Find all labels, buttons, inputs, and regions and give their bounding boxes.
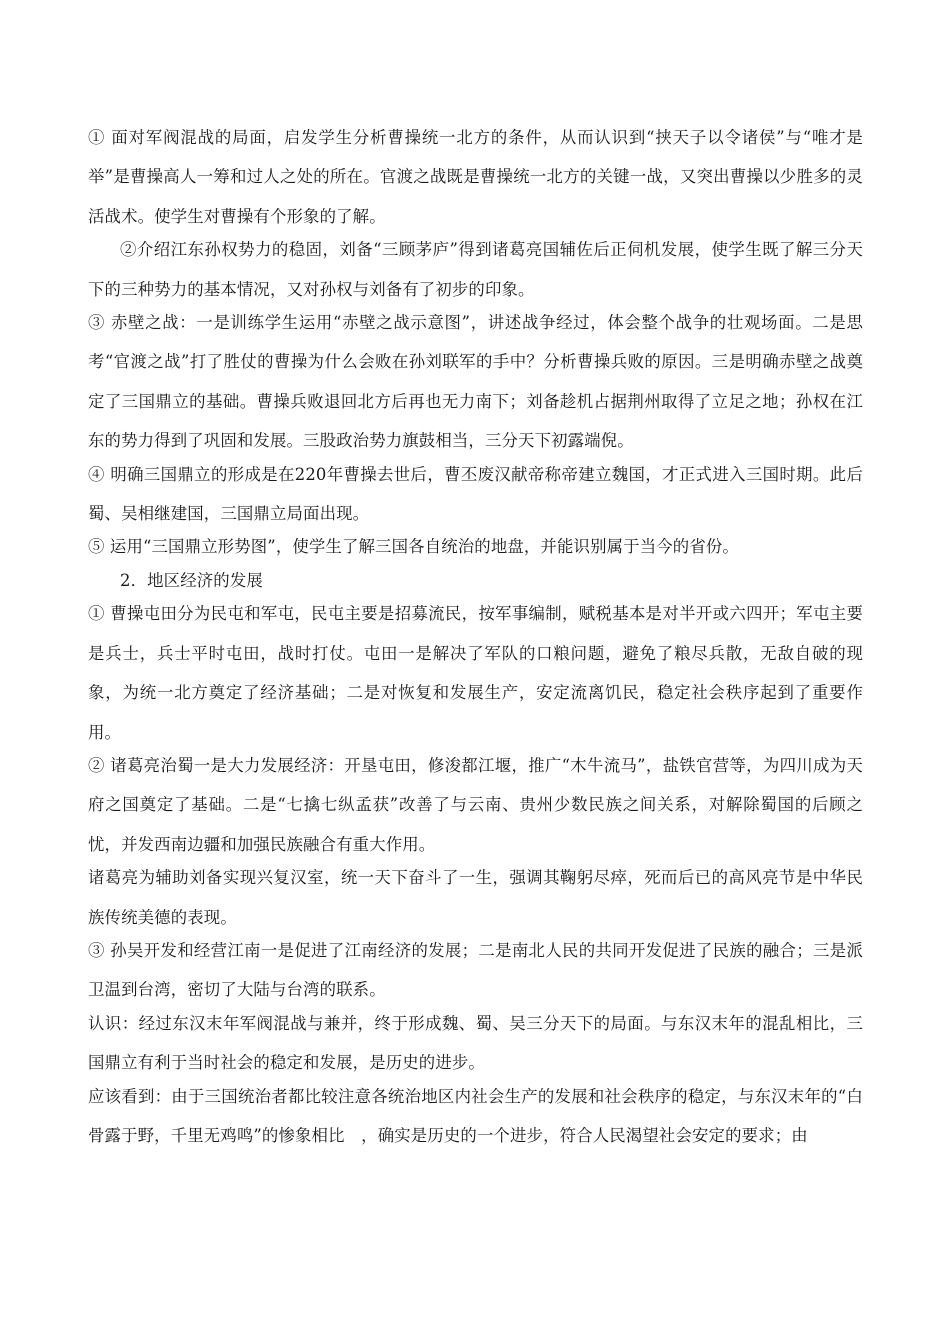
paragraph-cao-cao-tuntian: ① 曹操屯田分为民屯和军屯，民屯主要是招募流民，按军事编制，赋税基本是对半开或六四开；军屯主要是兵士，兵士平时屯田，战时打仗。屯田一是解决了军队的口粮问题，避免了粮尽兵散，无敌自破的现象，为统一北方奠定了经济基础；二是对恢复和发展生产，安定流离饥民，稳定社会秩序起到了重要作用。 bbox=[88, 604, 863, 742]
paragraph-zhuge-liang-virtue: 诸葛亮为辅助刘备实现兴复汉室，统一天下奋斗了一生，强调其鞠躬尽瘁，死而后已的高风亮节是中华民族传统美德的表现。 bbox=[88, 868, 863, 927]
paragraph-battle-of-red-cliffs: ③ 赤壁之战：一是训练学生运用“赤壁之战示意图”，讲述战争经过，体会整个战争的壮观场面。二是思考“官渡之战”打了胜仗的曹操为什么会败在孙刘联军的手中？分析曹操兵败的原因。三是明确赤壁之战奠定了三国鼎立的基础。曹操兵败退回北方后再也无力南下；刘备趁机占据荆州取得了立足之地；孙权在江东的势力得到了巩固和发展。三股政治势力旗鼓相当，三分天下初露端倪。 bbox=[88, 313, 863, 451]
paragraph-sun-quan-liu-bei: ②介绍江东孙权势力的稳固，刘备“三顾茅庐”得到诸葛亮国辅佐后正伺机发展，使学生既了解三分天下的三种势力的基本情况，又对孙权与刘备有了初步的印象。 bbox=[88, 240, 863, 299]
paragraph-should-see: 应该看到：由于三国统治者都比较注意各统治地区内社会生产的发展和社会秩序的稳定，与东汉末年的“白骨露于野，千里无鸡鸣”的惨象相比 ，确实是历史的一个进步，符合人民渴望社会安定的要求；由 bbox=[88, 1086, 863, 1145]
paragraph-cao-cao-unification: ① 面对军阀混战的局面，启发学生分析曹操统一北方的条件，从而认识到“挟天子以令诸侯”与“唯才是举”是曹操高人一筹和过人之处的所在。官渡之战既是曹操统一北方的关键一战，又突出曹操以少胜多的灵活战术。使学生对曹操有个形象的了解。 bbox=[88, 128, 863, 226]
paragraph-zhuge-liang-shu: ② 诸葛亮治蜀一是大力发展经济：开垦屯田，修浚都江堰，推广“木牛流马”，盐铁官营等，为四川成为天府之国奠定了基础。二是“七擒七纵孟获”改善了与云南、贵州少数民族之间关系，对解除蜀国的后顾之忧，并发西南边疆和加强民族融合有重大作用。 bbox=[88, 755, 863, 854]
paragraph-three-kingdoms-formation: ④ 明确三国鼎立的形成是在220年曹操去世后，曹丕废汉献帝称帝建立魏国，才正式进入三国时期。此后蜀、吴相继建国，三国鼎立局面出现。 bbox=[88, 464, 863, 524]
section-heading-regional-economy: 2．地区经济的发展 bbox=[120, 570, 263, 590]
document-body bbox=[88, 118, 863, 1155]
paragraph-three-kingdoms-map: ⑤ 运用“三国鼎立形势图”，使学生了解三国各自统治的地盘，并能识别属于当今的省份。 bbox=[88, 537, 739, 557]
paragraph-sun-wu-jiangnan: ③ 孙吴开发和经营江南一是促进了江南经济的发展；二是南北人民的共同开发促进了民族的融合；三是派卫温到台湾，密切了大陆与台湾的联系。 bbox=[88, 940, 863, 1000]
paragraph-understanding: 认识：经过东汉末年军阀混战与兼并，终于形成魏、蜀、吴三分天下的局面。与东汉末年的混乱相比，三国鼎立有利于当时社会的稳定和发展，是历史的进步。 bbox=[88, 1013, 863, 1073]
